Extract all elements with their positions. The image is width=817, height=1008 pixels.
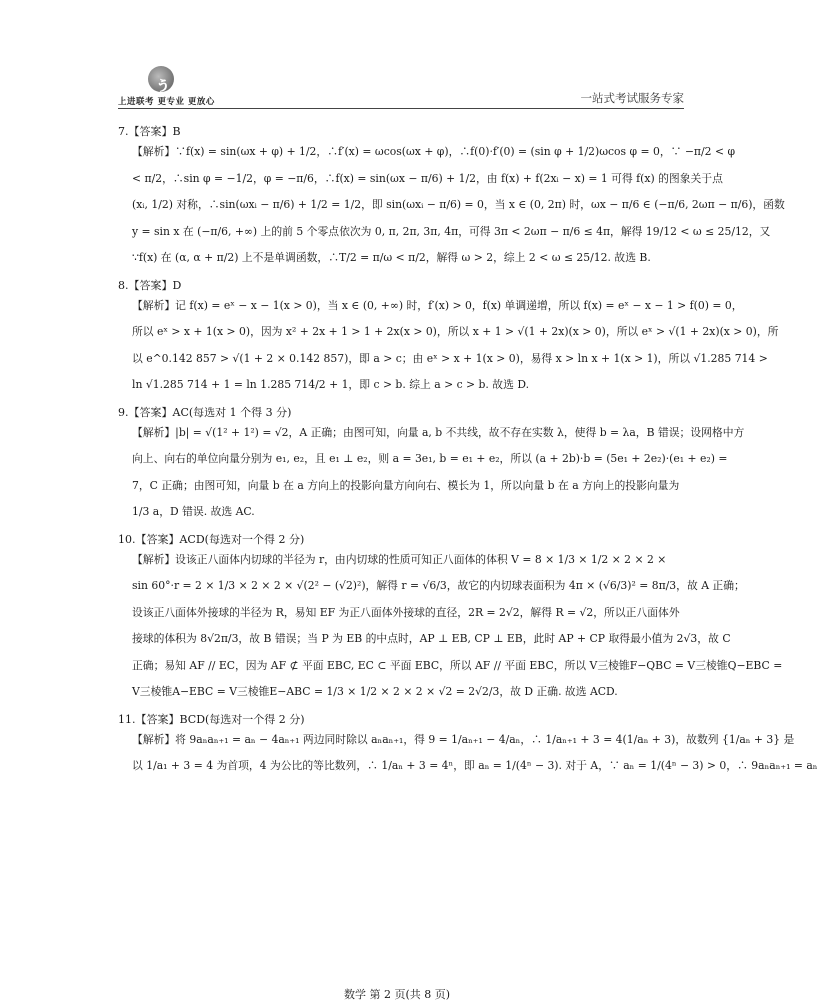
analysis-line: 设该正八面体外接球的半径为 R，易知 EF 为正八面体外接球的直径，2R = 2√2，解得 R = √2，所以正八面体外 <box>132 605 680 619</box>
analysis-paragraph <box>118 547 783 706</box>
analysis-line: 1/3 a，D 错误. 故选 AC. <box>132 505 255 518</box>
analysis-line: 向上、向右的单位向量分别为 e₁, e₂，且 e₁ ⊥ e₂，则 a = 3e₁, b = e₁ + e₂，所以 (a + 2b)·b = (5e₁ + 2e₂)·(e₁ + e₂) = <box>132 452 728 465</box>
analysis-line: 所以 eˣ > x + 1(x > 0)，因为 x² + 2x + 1 > 1 + 2x(x > 0)，所以 x + 1 > √(1 + 2x)(x > 0)，所以 eˣ > √(1 + 2x)(x > 0)，所 <box>132 325 779 338</box>
analysis-line: sin 60°·r = 2 × 1/3 × 2 × 2 × √(2² − (√2)²)，解得 r = √6/3，故它的内切球表面积为 4π × (√6/3)² = 8π/3，故 A 正确； <box>132 579 745 592</box>
analysis-line: 以 e^0.142 857 > √(1 + 2 × 0.142 857)，即 a > c；由 eˣ > x + 1(x > 0)，易得 x > ln x + 1(x > 1)，所以 √1.285 714 > <box>132 351 768 365</box>
logo-text: 上进联考 更专业 更放心 <box>118 97 215 107</box>
answer-line: 7.【答案】B <box>118 125 181 138</box>
logo-swirl-icon: ぅ <box>154 74 172 95</box>
analysis-line: 【解析】|b| = √(1² + 1²) = √2，A 正确；由图可知，向量 a, b 不共线，故不存在实数 λ，使得 b = λa，B 错误；设网格中方 <box>132 425 745 439</box>
analysis-line: < π/2，∴sin φ = −1/2，φ = −π/6，∴f(x) = sin(ωx − π/6) + 1/2，由 f(x) + f(2xᵢ − x) = 1 可得 f(x) 的图象关于点 <box>132 171 723 185</box>
analysis-line: 接球的体积为 8√2π/3，故 B 错误；当 P 为 EB 的中点时，AP ⊥ EB, CP ⊥ EB，此时 AP + CP 取得最小值为 2√3，故 C <box>132 632 731 645</box>
page-header <box>118 62 684 110</box>
analysis-line: 【解析】将 9aₙaₙ₊₁ = aₙ − 4aₙ₊₁ 两边同时除以 aₙaₙ₊₁，得 9 = 1/aₙ₊₁ − 4/aₙ，∴ 1/aₙ₊₁ + 3 = 4(1/aₙ + 3)，故数列 {1/aₙ + 3} 是 <box>132 732 795 746</box>
analysis-line: 以 1/a₁ + 3 = 4 为首项，4 为公比的等比数列，∴ 1/aₙ + 3 = 4ⁿ，即 aₙ = 1/(4ⁿ − 3). 对于 A，∵ aₙ = 1/(4ⁿ − 3) > 0，∴ 9aₙaₙ₊₁ = aₙ <box>132 759 817 772</box>
analysis-line: 【解析】设该正八面体内切球的半径为 r，由内切球的性质可知正八面体的体积 V = 8 × 1/3 × 1/2 × 2 × 2 × <box>132 552 667 566</box>
analysis-line: ∵f(x) 在 (α, α + π/2) 上不是单调函数，∴T/2 = π/ω < π/2，解得 ω > 2，综上 2 < ω ≤ 25/12. 故选 B. <box>132 251 651 264</box>
analysis-paragraph <box>118 727 817 780</box>
question-block <box>118 712 817 780</box>
question-block <box>118 405 745 526</box>
analysis-line: (xᵢ, 1/2) 对称，∴sin(ωxᵢ − π/6) + 1/2 = 1/2，即 sin(ωxᵢ − π/6) = 0，当 x ∈ (0, 2π) 时，ωx − π/6 ∈ (−π/6, 2ωπ − π/6)，函数 <box>132 198 785 211</box>
analysis-line: 7，C 正确；由图可知，向量 b 在 a 方向上的投影向量方向向右、模长为 1，所以向量 b 在 a 方向上的投影向量为 <box>132 478 680 492</box>
question-list <box>118 124 817 780</box>
analysis-line: 【解析】∵f(x) = sin(ωx + φ) + 1/2，∴f′(x) = ωcos(ωx + φ)，∴f(0)·f′(0) = (sin φ + 1/2)ωcos φ = 0，∵ −π/2 < φ <box>132 145 736 158</box>
question-block <box>118 532 783 706</box>
analysis-paragraph <box>118 293 779 399</box>
analysis-paragraph <box>118 139 785 272</box>
header-divider <box>118 108 684 109</box>
page-footer: 数学 第 2 页(共 8 页) <box>343 988 451 1001</box>
answer-line: 9.【答案】AC(每选对 1 个得 3 分) <box>118 405 292 419</box>
answer-line: 10.【答案】ACD(每选对一个得 2 分) <box>118 532 305 546</box>
solutions-content <box>118 118 817 780</box>
answer-line: 11.【答案】BCD(每选对一个得 2 分) <box>118 712 305 726</box>
analysis-line: V三棱锥A−EBC = V三棱锥E−ABC = 1/3 × 1/2 × 2 × 2 × √2 = 2√2/3，故 D 正确. 故选 ACD. <box>132 685 618 698</box>
header-tagline: 一站式考试服务专家 <box>580 91 684 105</box>
analysis-paragraph <box>118 420 745 526</box>
analysis-line: 正确；易知 AF // EC，因为 AF ⊄ 平面 EBC, EC ⊂ 平面 EBC，所以 AF // 平面 EBC，所以 V三棱锥F−QBC = V三棱锥Q−EBC = <box>132 658 783 672</box>
question-block <box>118 278 779 399</box>
analysis-line: ln √1.285 714 + 1 = ln 1.285 714/2 + 1，即 c > b. 综上 a > c > b. 故选 D. <box>132 378 530 391</box>
answer-line: 8.【答案】D <box>118 278 182 292</box>
analysis-line: 【解析】记 f(x) = eˣ − x − 1(x > 0)，当 x ∈ (0, +∞) 时，f′(x) > 0，f(x) 单调递增，所以 f(x) = eˣ − x − 1 > f(0) = 0， <box>132 298 743 312</box>
question-block <box>118 124 785 272</box>
analysis-line: y = sin x 在 (−π/6, +∞) 上的前 5 个零点依次为 0, π, 2π, 3π, 4π，可得 3π < 2ωπ − π/6 ≤ 4π，解得 19/12 < ω ≤ 25/12，又 <box>132 224 771 238</box>
brand-logo <box>118 62 218 108</box>
